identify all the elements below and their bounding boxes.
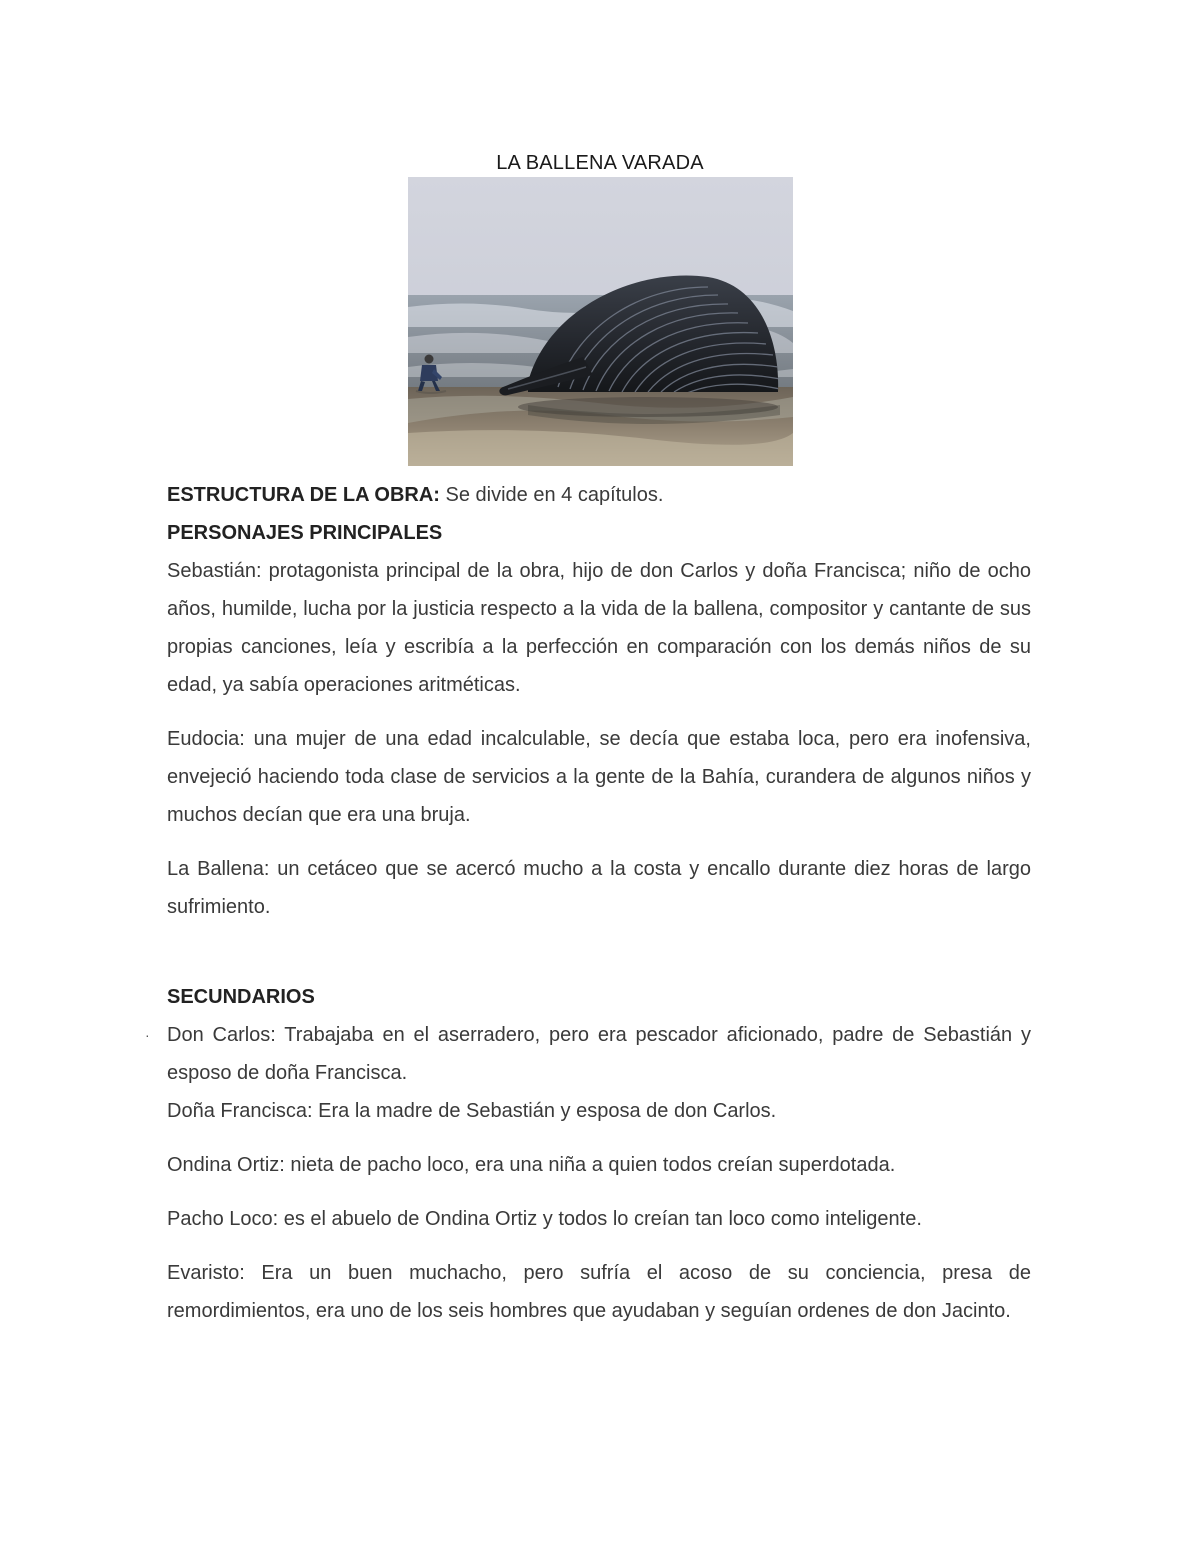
character-sebastian: Sebastián: protagonista principal de la obra, hijo de don Carlos y doña Francisca; niño de ocho años, humilde, lucha por la justicia respecto a la vida de la ballena, compositor y cantante de sus propias canciones, leía y escribía a la perfección en comparación con los demás niños de su edad, ya sabía operaciones aritméticas.	[167, 560, 1031, 696]
structure-label: ESTRUCTURA DE LA OBRA:	[167, 484, 440, 506]
character-la-ballena: La Ballena: un cetáceo que se acercó mucho a la costa y encallo durante diez horas de largo sufrimiento.	[167, 858, 1031, 918]
bullet-dot: ·	[145, 1027, 150, 1043]
character-pacho-loco: Pacho Loco: es el abuelo de Ondina Ortiz y todos lo creían tan loco como inteligente.	[167, 1208, 922, 1230]
character-eudocia: Eudocia: una mujer de una edad incalculable, se decía que estaba loca, pero era inofensiva, envejeció haciendo toda clase de servicios a la gente de la Bahía, curandera de algunos niños y muchos decían que era una bruja.	[167, 728, 1031, 826]
structure-line	[167, 476, 1031, 514]
stranded-whale-photo	[408, 177, 793, 466]
structure-text: Se divide en 4 capítulos.	[439, 484, 664, 506]
character-don-carlos-row	[145, 1016, 1031, 1092]
secondary-characters-heading: SECUNDARIOS	[167, 986, 315, 1008]
character-ondina-ortiz: Ondina Ortiz: nieta de pacho loco, era una niña a quien todos creían superdotada.	[167, 1154, 896, 1176]
document-body	[145, 476, 1031, 1330]
document-title: LA BALLENA VARADA	[496, 152, 704, 174]
character-evaristo: Evaristo: Era un buen muchacho, pero sufría el acoso de su conciencia, presa de remordimientos, era uno de los seis hombres que ayudaban y seguían ordenes de don Jacinto.	[167, 1262, 1031, 1322]
character-don-carlos: Don Carlos: Trabajaba en el aserradero, pero era pescador aficionado, padre de Sebastián y esposo de doña Francisca.	[167, 1024, 1031, 1084]
character-dona-francisca: Doña Francisca: Era la madre de Sebastián y esposa de don Carlos.	[167, 1100, 777, 1122]
main-characters-heading: PERSONAJES PRINCIPALES	[167, 522, 443, 544]
